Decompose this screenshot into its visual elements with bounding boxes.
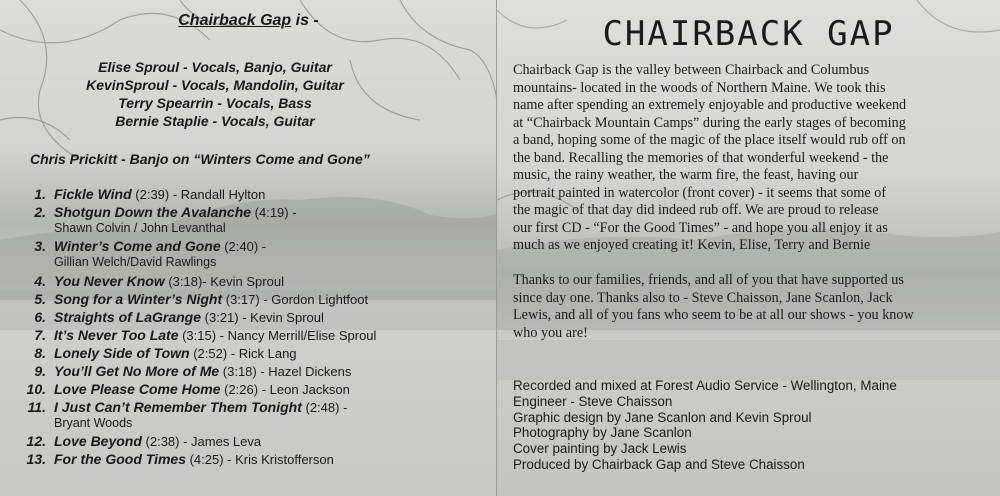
text-line: a band, hoping some of the magic of the place itself would rub off on (513, 132, 906, 148)
credit-line: Cover painting by Jack Lewis (513, 441, 687, 457)
member-line: Terry Spearrin - Vocals, Bass (118, 95, 312, 111)
track-info: (4:19) - (251, 205, 297, 220)
production-credits (513, 378, 993, 473)
member-line: Bernie Staplie - Vocals, Guitar (115, 113, 315, 129)
track-title: It’s Never Too Late (54, 327, 179, 343)
track-info: (2:38) - James Leva (141, 434, 262, 449)
band-name: Chairback Gap (178, 12, 292, 29)
text-line: much as we enjoyed creating it! Kevin, Elise, Terry and Bernie (513, 237, 871, 253)
text-line: Chairback Gap is the valley between Chairback and Columbus (513, 62, 870, 78)
track-info: (2:40) - (220, 239, 267, 254)
track-title: Lonely Side of Town (54, 345, 190, 361)
track-title: For the Good Times (54, 451, 186, 467)
text-line: who you are! (513, 324, 588, 341)
track-title: You Never Know (54, 273, 165, 289)
members-list (0, 58, 430, 130)
text-line: portrait painted in watercolor (front cover) - it seems that some of (513, 184, 887, 201)
track-number: 1. (34, 186, 46, 202)
track-number: 3. (34, 238, 46, 254)
member-line: Elise Sproul - Vocals, Banjo, Guitar (98, 59, 332, 75)
track-number: 8. (34, 345, 46, 361)
member-line: KevinSproul - Vocals, Mandolin, Guitar (86, 77, 344, 93)
track-info: (3:18)- Kevin Sproul (164, 274, 284, 289)
left-panel (0, 0, 497, 496)
track-number: 9. (34, 363, 46, 379)
band-heading (0, 12, 497, 30)
track-number: 13. (26, 451, 46, 467)
track-title: Fickle Wind (54, 186, 132, 202)
band-story-paragraph (513, 62, 993, 255)
track-writer-continued: Shawn Colvin / John Levanthal (54, 221, 226, 235)
credit-line: Recorded and mixed at Forest Audio Service - Wellington, Maine (513, 378, 897, 393)
track-info: (2:39) - Randall Hylton (131, 187, 266, 202)
guest-credit: Chris Prickitt - Banjo on “Winters Come and Gone” (30, 151, 370, 167)
text-line: at “Chairback Mountain Camps” during the early stages of becoming (513, 114, 906, 131)
credit-line: Photography by Jane Scanlon (513, 425, 692, 441)
track-info: (3:15) - Nancy Merrill/Elise Sproul (178, 328, 377, 343)
track-number: 5. (34, 291, 46, 307)
right-panel (497, 0, 1000, 496)
track-info: (2:26) - Leon Jackson (220, 382, 350, 397)
track-info: (3:21) - Kevin Sproul (201, 310, 324, 325)
track-title: You’ll Get No More of Me (54, 363, 220, 379)
is-label: is - (291, 12, 319, 29)
track-number: 6. (34, 309, 46, 325)
track-number: 2. (34, 204, 46, 220)
track-info: (3:18) - Hazel Dickens (219, 364, 352, 379)
track-info: (2:52) - Rick Lang (189, 346, 297, 361)
album-title: CHAIRBACK GAP (602, 14, 895, 54)
track-info: (3:17) - Gordon Lightfoot (222, 292, 369, 307)
track-number: 7. (34, 327, 46, 343)
credit-line: Engineer - Steve Chaisson (513, 393, 673, 409)
track-info: (2:48) - (301, 400, 348, 415)
track-title: Love Please Come Home (54, 381, 221, 397)
track-info: (4:25) - Kris Kristofferson (185, 452, 334, 467)
track-title: Song for a Winter’s Night (54, 291, 223, 307)
text-line: since day one. Thanks also to - Steve Chaisson, Jane Scanlon, Jack (513, 289, 893, 306)
text-line: Thanks to our families, friends, and all of you that have supported us (513, 272, 904, 288)
track-writer-continued: Gillian Welch/David Rawlings (54, 255, 217, 269)
track-title: Winter’s Come and Gone (54, 238, 221, 254)
track-number: 4. (34, 273, 46, 289)
text-line: mountains- located in the woods of Northern Maine. We took this (513, 79, 886, 96)
text-line: our first CD - “For the Good Times” - and hope you all enjoy it as (513, 219, 888, 236)
track-number: 11. (27, 399, 46, 415)
track-writer-continued: Bryant Woods (54, 416, 133, 430)
text-line: Lewis, and all of you fans who seem to be at all our shows - you know (513, 307, 914, 323)
track-title: Shotgun Down the Avalanche (54, 204, 252, 220)
track-title: Love Beyond (54, 433, 142, 449)
thanks-paragraph (513, 272, 993, 342)
credit-line: Produced by Chairback Gap and Steve Chaisson (513, 456, 805, 472)
track-title: I Just Can’t Remember Them Tonight (54, 399, 302, 415)
text-line: name after spending an extremely enjoyable and productive weekend (513, 97, 907, 113)
track-title: Straights of LaGrange (54, 309, 202, 325)
track-number: 12. (26, 433, 46, 449)
text-line: the magic of that day did indeed rub off. We are proud to release (513, 202, 879, 218)
credit-line: Graphic design by Jane Scanlon and Kevin Sproul (513, 409, 812, 425)
track-number: 10. (26, 381, 46, 397)
text-line: music, the rainy weather, the warm fire, the feast, having our (513, 167, 859, 183)
text-line: the band. Recalling the memories of that wonderful weekend - the (513, 149, 889, 166)
